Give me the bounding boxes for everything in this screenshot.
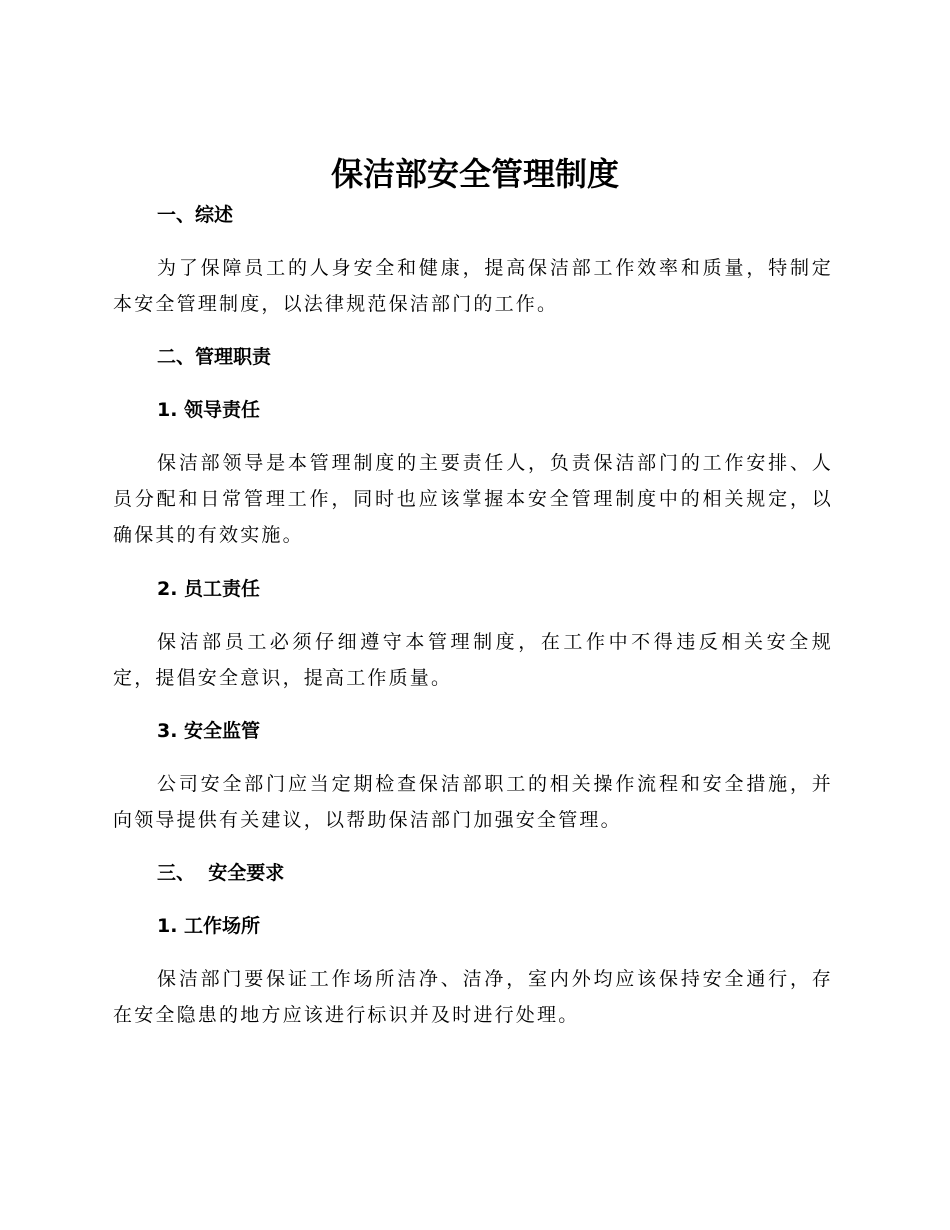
subheading-supervision: 3. 安全监管: [157, 720, 261, 742]
subheading-employee: 2. 员工责任: [157, 578, 261, 600]
section-heading-overview: 一、综述: [157, 204, 234, 226]
subheading-leadership: 1. 领导责任: [157, 399, 261, 421]
section-heading-requirements: 三、 安全要求: [157, 862, 285, 884]
paragraph-leadership: 保洁部领导是本管理制度的主要责任人，负责保洁部门的工作安排、人员分配和日常管理工作，同时也应该掌握本安全管理制度中的相关规定，以确保其的有效实施。: [113, 452, 833, 546]
document-title: 保洁部安全管理制度: [330, 155, 619, 193]
paragraph-workplace: 保洁部门要保证工作场所洁净、洁净，室内外均应该保持安全通行，存在安全隐患的地方应该进行标识并及时进行处理。: [113, 968, 833, 1026]
paragraph-supervision: 公司安全部门应当定期检查保洁部职工的相关操作流程和安全措施，并向领导提供有关建议，以帮助保洁部门加强安全管理。: [113, 773, 833, 831]
section-heading-responsibilities: 二、管理职责: [157, 346, 272, 368]
subheading-workplace: 1. 工作场所: [157, 915, 261, 937]
paragraph-overview: 为了保障员工的人身安全和健康，提高保洁部工作效率和质量，特制定本安全管理制度，以法律规范保洁部门的工作。: [113, 257, 833, 315]
paragraph-employee: 保洁部员工必须仔细遵守本管理制度，在工作中不得违反相关安全规定，提倡安全意识，提高工作质量。: [113, 631, 833, 689]
